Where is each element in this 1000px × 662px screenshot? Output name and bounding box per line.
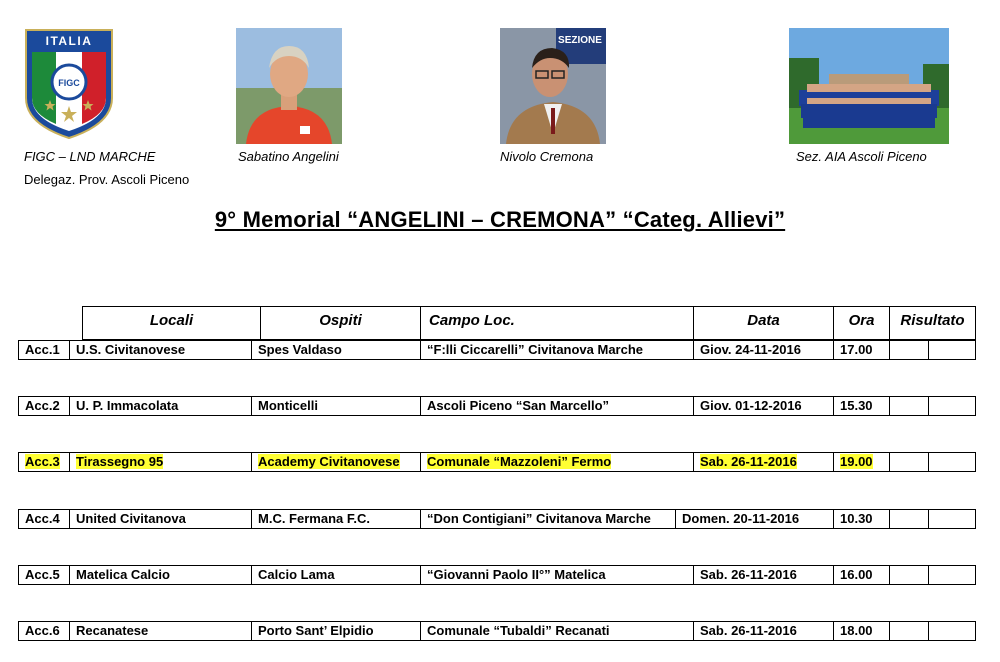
table-cell-id — [18, 396, 70, 416]
table-cell-data — [693, 565, 834, 585]
table-cell-ospiti — [251, 396, 421, 416]
logo-country-text: ITALIA — [45, 34, 93, 48]
table-cell-ora — [833, 452, 890, 472]
table-cell-r2 — [928, 621, 976, 641]
cell-text: 15.30 — [840, 398, 873, 413]
cell-text: Matelica Calcio — [76, 567, 170, 582]
table-cell-r2 — [928, 340, 976, 360]
table-cell-data — [693, 340, 834, 360]
caption-photo1: Sabatino Angelini — [238, 149, 339, 164]
cell-text: Sab. 26-11-2016 — [700, 454, 797, 469]
cell-text: Acc.3 — [25, 454, 60, 469]
table-cell-r1 — [889, 396, 929, 416]
header-campo: Campo Loc. — [420, 306, 694, 340]
cell-text: Recanatese — [76, 623, 149, 638]
table-cell-ora — [833, 340, 890, 360]
cell-text: Acc.2 — [25, 398, 60, 413]
cell-text: Academy Civitanovese — [258, 454, 400, 469]
cell-text: Spes Valdaso — [258, 342, 342, 357]
table-cell-campo — [420, 565, 694, 585]
logo-badge-text: FIGC — [58, 78, 80, 88]
cell-text: Acc.1 — [25, 342, 60, 357]
table-cell-locali — [69, 621, 252, 641]
table-cell-data — [693, 396, 834, 416]
photo-sabatino-angelini — [236, 28, 342, 144]
cell-text: Acc.5 — [25, 567, 60, 582]
table-cell-r2 — [928, 565, 976, 585]
table-cell-ora — [833, 565, 890, 585]
table-cell-r1 — [889, 452, 929, 472]
header-data: Data — [693, 306, 834, 340]
cell-text: “F:lli Ciccarelli” Civitanova Marche — [427, 342, 644, 357]
cell-text: U. P. Immacolata — [76, 398, 179, 413]
page-title: 9° Memorial “ANGELINI – CREMONA” “Categ. Allievi” — [214, 207, 786, 232]
table-cell-r1 — [889, 509, 929, 529]
table-cell-data — [693, 452, 834, 472]
table-cell-r1 — [889, 621, 929, 641]
table-cell-data — [693, 621, 834, 641]
caption-figc: FIGC – LND MARCHE — [24, 149, 156, 164]
table-cell-locali — [69, 396, 252, 416]
table-cell-id — [18, 621, 70, 641]
table-cell-campo — [420, 340, 694, 360]
table-cell-r1 — [889, 565, 929, 585]
table-cell-id — [18, 509, 70, 529]
photo-sez-aia-group — [789, 28, 949, 144]
table-cell-ospiti — [251, 621, 421, 641]
cell-text: Acc.6 — [25, 623, 60, 638]
table-cell-data — [675, 509, 834, 529]
cell-text: Comunale “Tubaldi” Recanati — [427, 623, 610, 638]
cell-text: 16.00 — [840, 567, 873, 582]
cell-text: Monticelli — [258, 398, 318, 413]
cell-text: Domen. 20-11-2016 — [682, 511, 800, 526]
cell-text: 10.30 — [840, 511, 873, 526]
table-cell-ospiti — [251, 452, 421, 472]
header-ora: Ora — [833, 306, 890, 340]
photo2-sign-text: SEZIONE — [558, 35, 602, 46]
header-risultato: Risultato — [889, 306, 976, 340]
cell-text: “Don Contigiani” Civitanova Marche — [427, 511, 651, 526]
cell-text: Giov. 01-12-2016 — [700, 398, 802, 413]
table-cell-campo — [420, 452, 694, 472]
cell-text: 17.00 — [840, 342, 873, 357]
caption-delegazione: Delegaz. Prov. Ascoli Piceno — [24, 172, 190, 187]
cell-text: Ascoli Piceno “San Marcello” — [427, 398, 610, 413]
table-cell-r1 — [889, 340, 929, 360]
cell-text: United Civitanova — [76, 511, 186, 526]
cell-text: U.S. Civitanovese — [76, 342, 186, 357]
table-cell-locali — [69, 452, 252, 472]
header-ospiti: Ospiti — [260, 306, 421, 340]
cell-text: Sab. 26-11-2016 — [700, 623, 797, 638]
cell-text: 18.00 — [840, 623, 873, 638]
table-cell-locali — [69, 565, 252, 585]
cell-text: Sab. 26-11-2016 — [700, 567, 797, 582]
cell-text: “Giovanni Paolo II°” Matelica — [427, 567, 606, 582]
table-cell-ospiti — [251, 565, 421, 585]
table-cell-ora — [833, 621, 890, 641]
cell-text: Acc.4 — [25, 511, 60, 526]
cell-text: Giov. 24-11-2016 — [700, 342, 801, 357]
table-cell-ora — [833, 396, 890, 416]
table-cell-r2 — [928, 396, 976, 416]
table-cell-campo — [420, 396, 694, 416]
table-cell-r2 — [928, 509, 976, 529]
cell-text: 19.00 — [840, 454, 873, 469]
caption-photo3: Sez. AIA Ascoli Piceno — [796, 149, 927, 164]
cell-text: Tirassegno 95 — [76, 454, 164, 469]
caption-photo2: Nivolo Cremona — [500, 149, 594, 164]
table-cell-id — [18, 452, 70, 472]
photo-nivolo-cremona — [500, 28, 606, 144]
header-locali: Locali — [82, 306, 261, 340]
table-cell-id — [18, 340, 70, 360]
table-cell-locali — [69, 509, 252, 529]
table-cell-id — [18, 565, 70, 585]
figc-logo — [24, 28, 114, 140]
table-cell-campo — [420, 509, 676, 529]
table-cell-ospiti — [251, 509, 421, 529]
table-cell-r2 — [928, 452, 976, 472]
table-cell-locali — [69, 340, 252, 360]
table-cell-ora — [833, 509, 890, 529]
table-cell-campo — [420, 621, 694, 641]
table-cell-ospiti — [251, 340, 421, 360]
cell-text: Porto Sant’ Elpidio — [258, 623, 374, 638]
cell-text: Comunale “Mazzoleni” Fermo — [427, 454, 612, 469]
cell-text: Calcio Lama — [258, 567, 335, 582]
cell-text: M.C. Fermana F.C. — [258, 511, 370, 526]
